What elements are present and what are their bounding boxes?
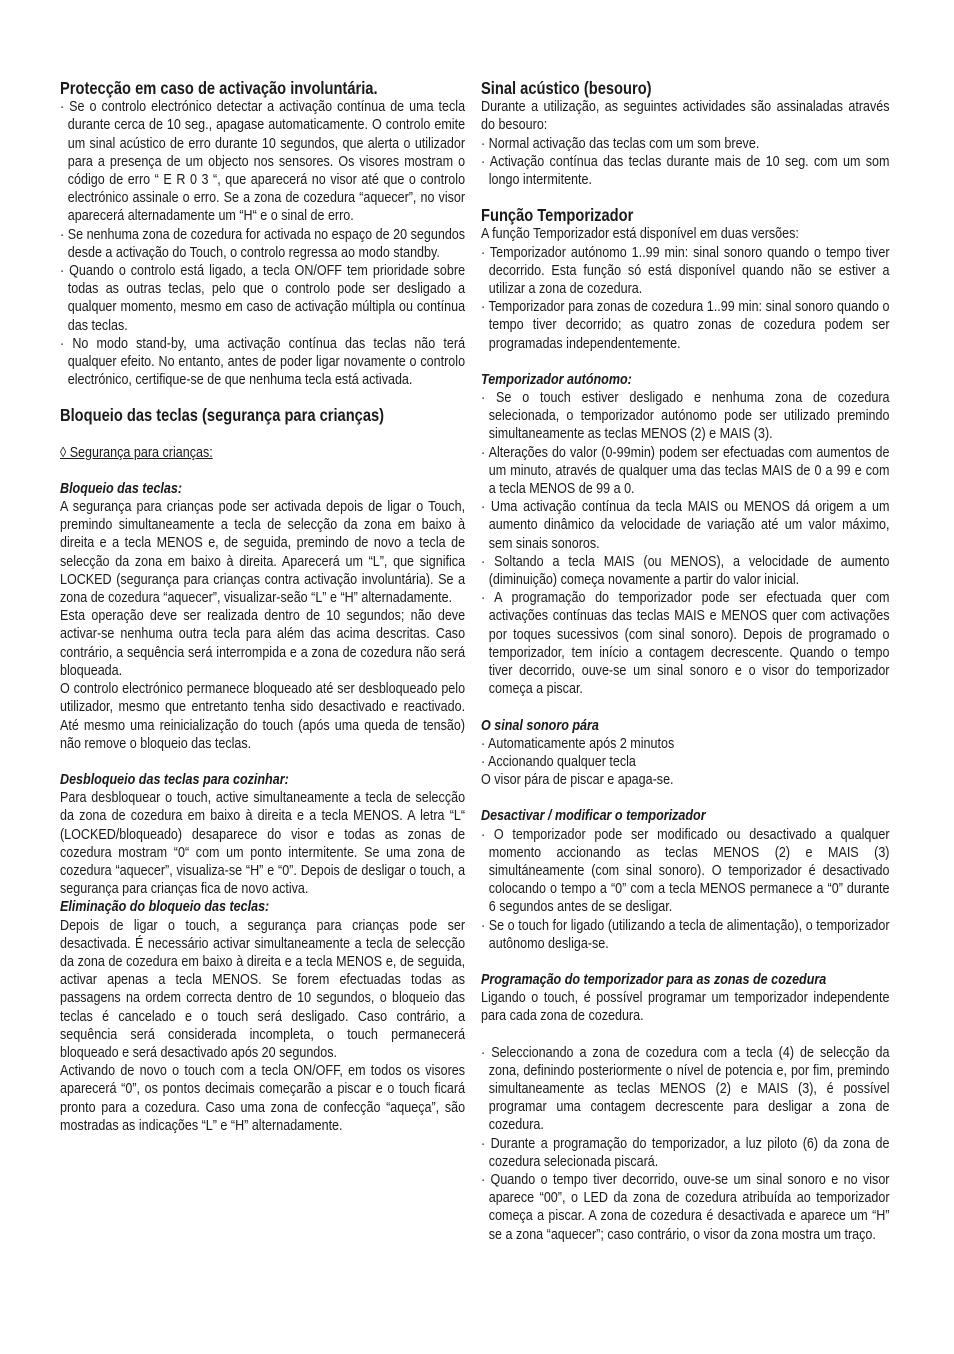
bullet-item: · Temporizador autónomo 1..99 min: sinal sonoro quando o tempo tiver decorrido. Esta função só está disponível quando não se estiver a utilizar a zona de cozedura. [481,244,890,298]
bullet-item: · Seleccionando a zona de cozedura com a tecla (4) de selecção da zona, definindo posteriormente o nível de potencia e, por fim, premindo simultaneamente as teclas MENOS (2) e MAIS (3), é possível programar uma contagem decrescente para desligar a zona de cozedura. [481,1044,890,1134]
section-heading: Bloqueio das teclas: [60,480,183,497]
right-column [481,80,890,1244]
section-heading: Temporizador autónomo: [481,371,632,388]
bullet-item: · Uma activação contínua da tecla MAIS ou MENOS dá origem a um aumento dinâmico da velocidade de variação até um valor máximo, sem sinais sonoros. [481,499,890,552]
section-unlock-for-cooking [60,771,465,898]
section-heading: Eliminação do bloqueio das teclas: [60,899,270,916]
section-modify-timer [481,807,890,953]
paragraph: Depois de ligar o touch, a segurança para crianças pode ser desactivada. É necessário activar simultaneamente a tecla de selecção da zona de cozedura em baixo à direita e a tecla MENOS e, de seguida, activar apenas a tecla MENOS. Se forem efectuadas todas as passagens na ordem correcta dentro de 10 segundos, o bloqueio das teclas é cancelado e o touch será desligado. Caso contrário, a sequência será considerada incompleta, o touch permanecerá bloqueado e será desactivado após 20 segundos. [60,917,466,1061]
paragraph: Activando de novo o touch com a tecla ON/OFF, em todos os visores aparecerá “0”, os pontos decimais começarão a piscar e o touch ficará pronto para a cozedura. Caso uma zona de confecção “aqueça”, são mostradas as indicações “L” e “H” alternadamente. [60,1063,466,1134]
section-timer-function [481,207,890,353]
bullet-item: · Se o touch estiver desligado e nenhuma zona de cozedura selecionada, o temporizador autónomo pode ser utilizado premindo simultaneamente as teclas MENOS (2) e MAIS (3). [481,390,890,443]
section-heading: Desactivar / modificar o temporizador [481,808,706,825]
paragraph: Esta operação deve ser realizada dentro de 10 segundos; não deve activar-se nenhuma outra tecla para além das acima descritas. Caso contrário, a sequência será interrompida e a zona de cozedura não será bloqueada. [60,608,466,679]
bullet-item: · A programação do temporizador pode ser efectuada quer com activações contínuas das teclas MAIS e MENOS quer com activações por toques sucessivos (com sinal sonoro). Depois de programado o temporizador, tem início a contagem decrescente. Quando o tempo tiver decorrido, ouve-se um sinal sonoro e o visor do temporizador começa a piscar. [481,590,890,698]
section-heading: Bloqueio das teclas (segurança para crianças) [60,406,385,426]
section-heading: O sinal sonoro pára [481,717,599,734]
bullet-item: · Normal activação das teclas com um som breve. [481,135,760,152]
section-lock-keys [60,480,465,753]
bullet-item: · No modo stand-by, uma activação contínua das teclas não terá qualquer efeito. No entanto, antes de poder ligar novamente o controlo electrónico, certifique-se de que nenhuma tecla está activada. [60,335,466,389]
bullet-item: · Automaticamente após 2 minutos [481,735,675,752]
bullet-item: · Se nenhuma zona de cozedura for activada no espaço de 20 segundos desde a activação do Touch, o controlo regressa ao modo standby. [60,226,466,261]
section-signal-stops [481,717,890,790]
bullet-item: · Alterações do valor (0-99min) podem ser efectuadas com aumentos de um minuto, através de qualquer uma das teclas MAIS de 0 a 99 e com a tecla MENOS de 99 a 0. [481,444,890,498]
paragraph: O visor pára de piscar e apaga-se. [481,772,674,789]
bullet-item: · Temporizador para zonas de cozedura 1..99 min: sinal sonoro quando o tempo tiver decorrido; as quatro zonas de cozedura podem ser programadas independentemente. [481,299,890,352]
bullet-item: · Soltando a tecla MAIS (ou MENOS), a velocidade de aumento (diminuição) começa novamente a partir do valor inicial. [481,553,890,589]
subheading: ◊ Segurança para crianças: [60,444,213,461]
paragraph: A função Temporizador está disponível em duas versões: [481,226,799,243]
section-heading: Protecção em caso de activação involuntária. [60,79,378,98]
section-accidental-activation [60,80,465,389]
bullet-item: · Accionando qualquer tecla [481,753,636,770]
paragraph: Ligando o touch, é possível programar um temporizador independente para cada zona de cozedura. [481,990,890,1025]
section-key-lock [60,407,465,461]
section-remove-lock [60,898,465,1135]
section-heading: Desbloqueio das teclas para cozinhar: [60,771,289,788]
bullet-item: · Activação contínua das teclas durante mais de 10 seg. com um som longo intermitente. [481,153,890,189]
section-zone-timer [481,971,890,1244]
paragraph: A segurança para crianças pode ser activada depois de ligar o Touch, premindo simultaneamente a tecla de selecção da zona em baixo à direita e a tecla MENOS e, de seguida, premindo de novo a tecla de selecção da zona em baixo à direita. Aparecerá um “L”, que significa LOCKED (segurança para crianças contra activação involuntária). Se a zona de cozedura “aquecer”, visualizar-seão “L” e “H” alternadamente. [60,499,466,607]
section-buzzer [481,80,890,189]
bullet-item: · Quando o controlo está ligado, a tecla ON/OFF tem prioridade sobre todas as outras teclas, pelo que o controlo pode ser desligado a qualquer momento, mesmo em caso de activação múltipla ou contínua das teclas. [60,263,466,334]
bullet-item: · O temporizador pode ser modificado ou desactivado a qualquer momento accionando as teclas MENOS (2) e MAIS (3) simultáneamente (com sinal sonoro). O temporizador é desactivado colocando o tempo a “0” com a tecla MENOS permanece a “0” durante 6 segundos antes de se desligar. [481,826,890,916]
bullet-item: · Se o touch for ligado (utilizando a tecla de alimentação), o temporizador autônomo desliga-se. [481,917,890,952]
bullet-item: · Se o controlo electrónico detectar a activação contínua de uma tecla durante cerca de 10 seg., apagase automaticamente. O controlo emite um sinal acústico de erro durante 10 segundos, que alerta o utilizador para a presença de um objecto nos sensores. Os visores mostram o código de erro “ E R 0 3 “, que aparecerá no visor até que o controlo electrónico assinale o erro. Se a zona de cozedura “aquecer”, no visor aparecerá alternadamente um “H“ e o sinal de erro. [60,99,466,225]
bullet-item: · Durante a programação do temporizador, a luz piloto (6) da zona de cozedura selecionada piscará. [481,1135,890,1170]
section-heading: Sinal acústico (besouro) [481,79,652,98]
paragraph: O controlo electrónico permanece bloqueado até ser desbloqueado pelo utilizador, mesmo que entretanto tenha sido desactivado e reactivado. Até mesmo uma reinicialização do touch (após uma queda de tensão) não remove o bloqueio das teclas. [60,681,466,752]
section-heading: Função Temporizador [481,206,634,226]
paragraph: Para desbloquear o touch, active simultaneamente a tecla de selecção da zona de cozedura em baixo à direita e a tecla MENOS. A letra “L“ (LOCKED/bloqueado) desaparece do visor e todas as zonas de cozedura mostram “0“ com um ponto intermitente. Se uma zona de cozedura “aquecer”, visualiza-se “H” e “0”. Depois de desligar o touch, a segurança para crianças fica de novo activa. [60,790,466,898]
paragraph: Durante a utilização, as seguintes actividades são assinaladas através do besouro: [481,99,890,134]
bullet-item: · Quando o tempo tiver decorrido, ouve-se um sinal sonoro e no visor aparece “00”, o LED da zona de cozedura atribuída ao temporizador começa a piscar. A zona de cozedura é desactivada e aparece um “H” se a zona “aquecer”; caso contrário, o visor da zona mostra um traço. [481,1171,890,1243]
section-heading: Programação do temporizador para as zonas de cozedura [481,971,827,988]
section-standalone-timer [481,371,890,699]
left-column [60,80,465,1135]
